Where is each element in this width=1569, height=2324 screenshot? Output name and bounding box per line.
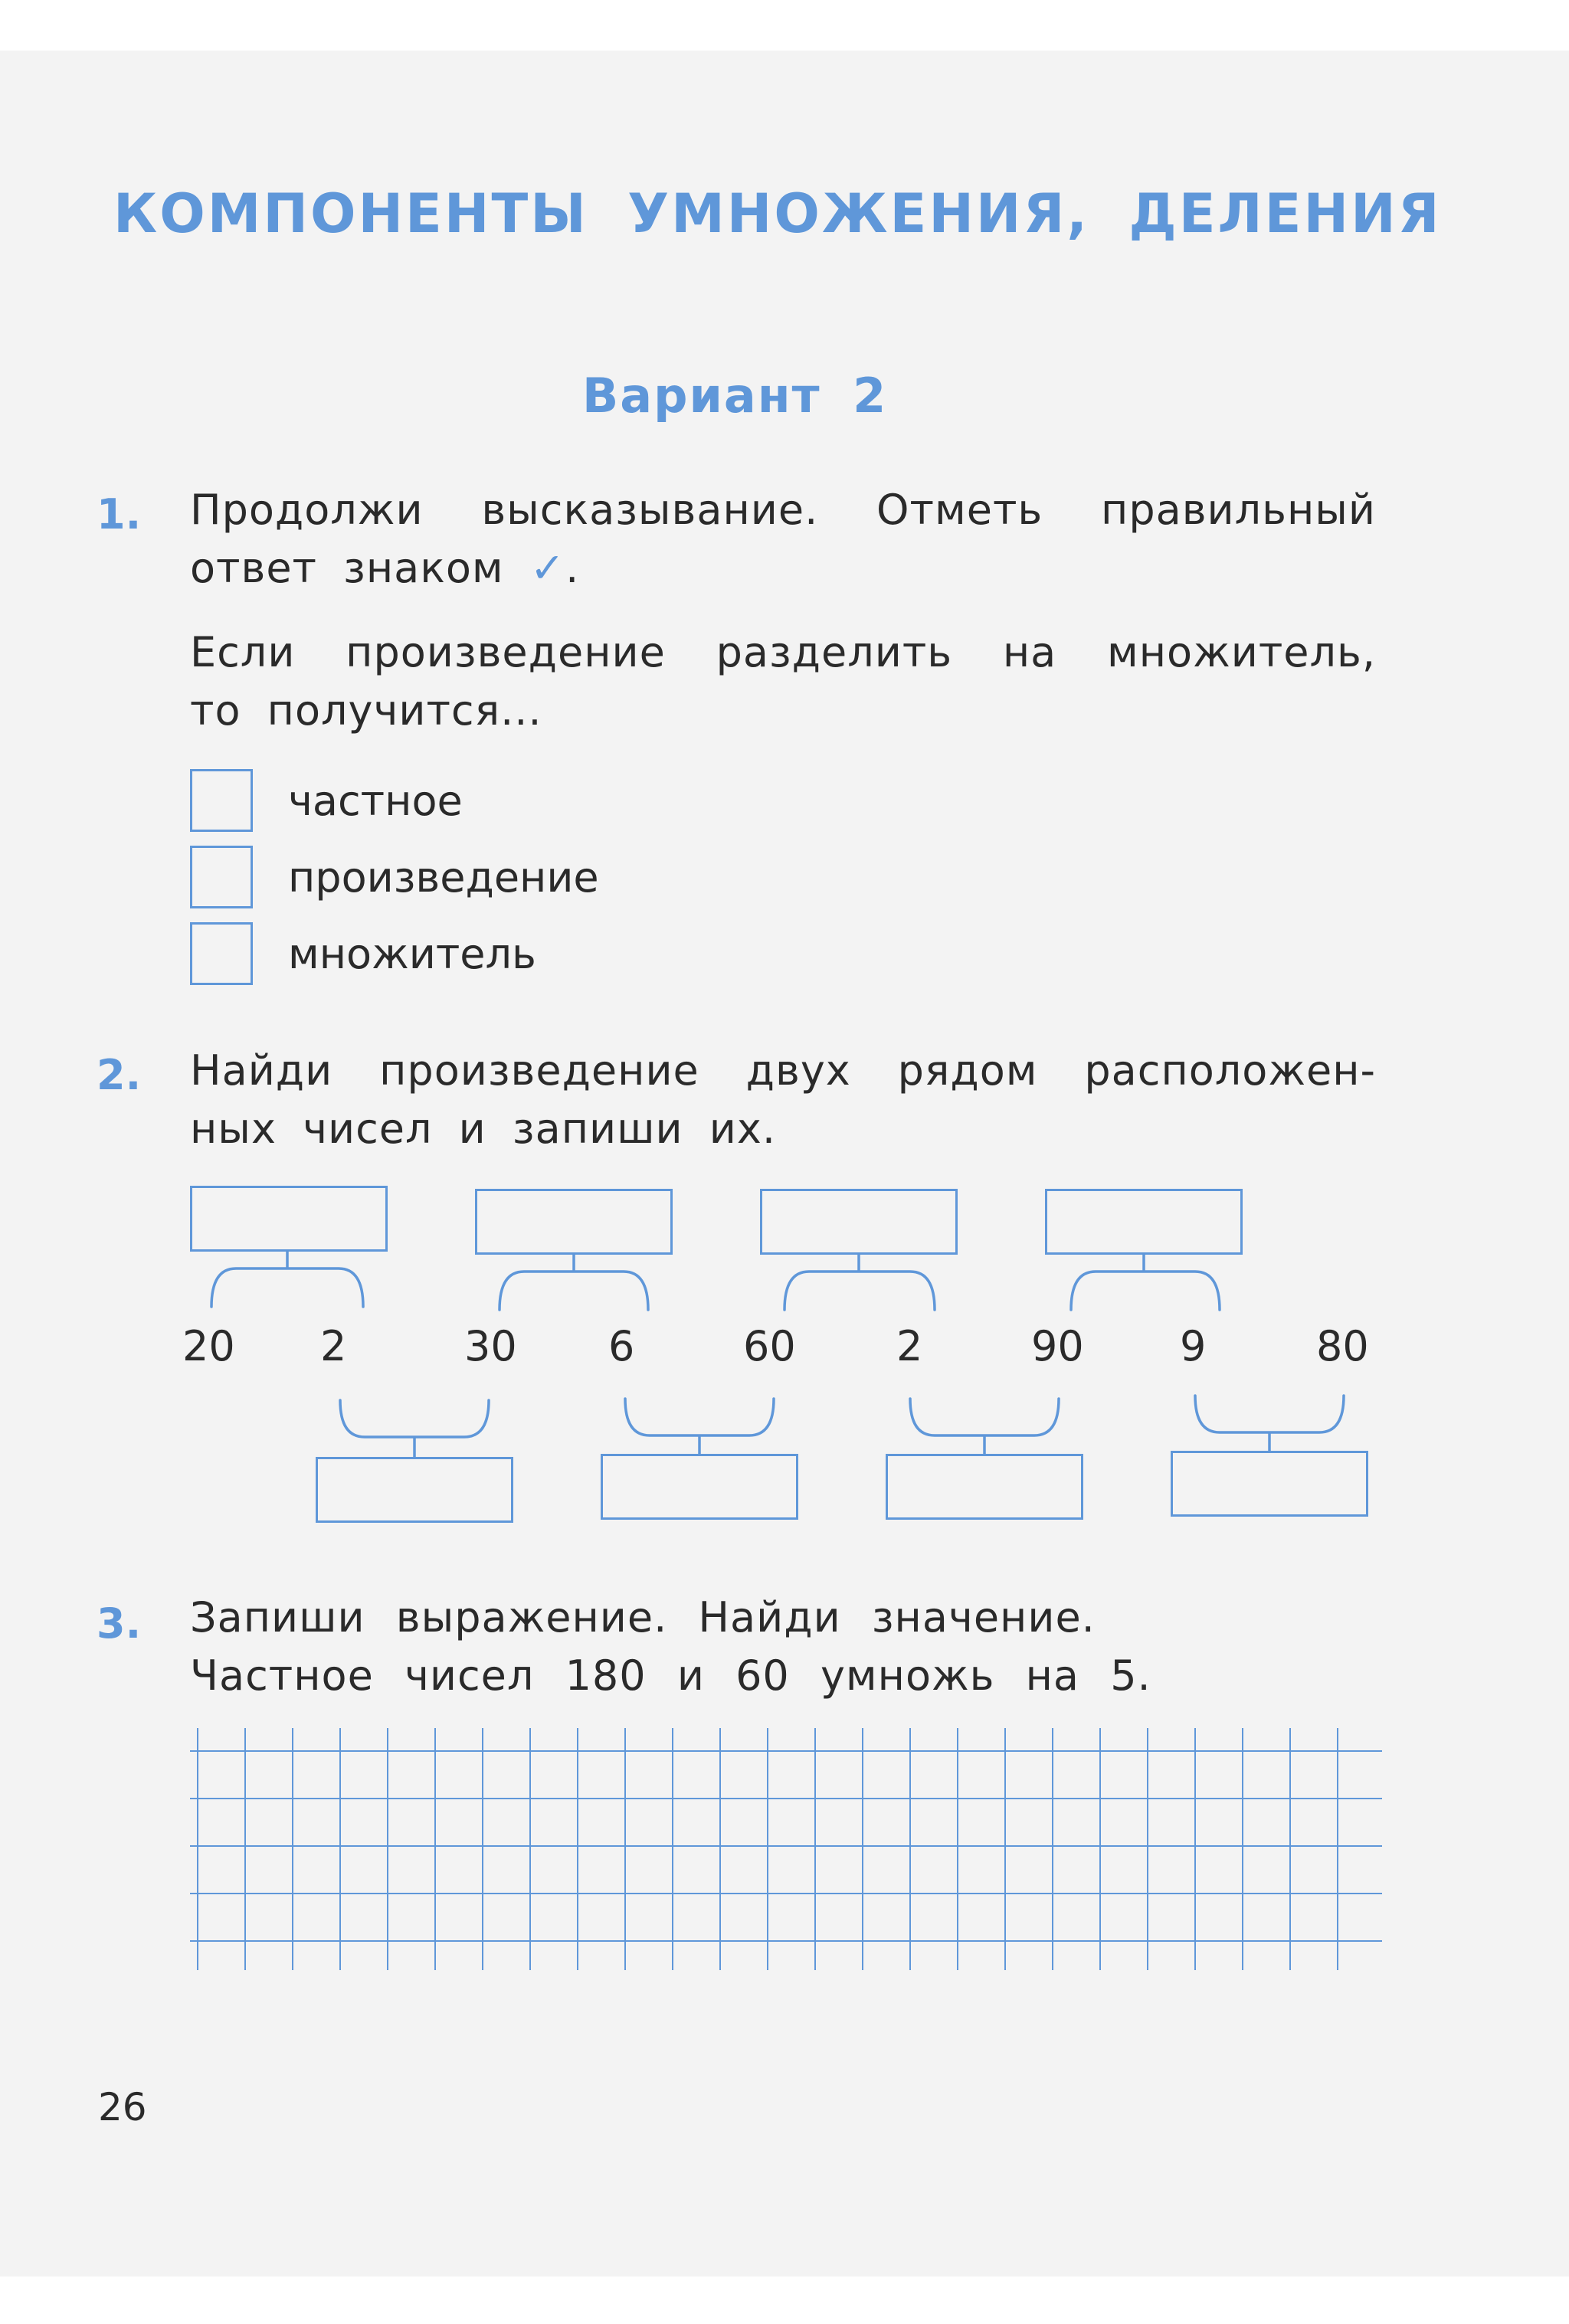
option-label-1: частное bbox=[288, 777, 463, 825]
task1-instruction-line1: Продолжи высказывание. Отметь правильный bbox=[190, 486, 1376, 534]
page-number: 26 bbox=[98, 2085, 147, 2129]
task2-number: 2. bbox=[97, 1051, 142, 1099]
number-2: 2 bbox=[320, 1322, 347, 1370]
option-label-3: множитель bbox=[288, 930, 536, 978]
number-1: 20 bbox=[182, 1322, 235, 1370]
task3-number: 3. bbox=[97, 1599, 142, 1648]
task3-instruction-line2: Частное чисел 180 и 60 умножь на 5. bbox=[190, 1651, 1151, 1700]
task1-number: 1. bbox=[97, 490, 142, 538]
task2-instruction-line1: Найди произведение двух рядом расположен- bbox=[190, 1046, 1376, 1095]
number-4: 6 bbox=[608, 1322, 635, 1370]
number-8: 9 bbox=[1180, 1322, 1207, 1370]
number-5: 60 bbox=[743, 1322, 796, 1370]
bracket-bottom-2 bbox=[625, 1399, 774, 1454]
bracket-top-4 bbox=[1071, 1255, 1220, 1310]
bracket-top-2 bbox=[500, 1255, 648, 1310]
task3-instruction-line1: Запиши выражение. Найди значение. bbox=[190, 1593, 1096, 1642]
bracket-top-1 bbox=[211, 1252, 363, 1307]
task1-line2-text: ответ знаком bbox=[190, 544, 504, 592]
page-title: КОМПОНЕНТЫ УМНОЖЕНИЯ, ДЕЛЕНИЯ bbox=[113, 182, 1442, 245]
checkmark-icon: ✓ bbox=[529, 544, 566, 592]
task2-instruction-line2: ных чисел и запиши их. bbox=[190, 1105, 777, 1153]
number-6: 2 bbox=[896, 1322, 923, 1370]
task1-line2-end: . bbox=[565, 544, 580, 592]
number-3: 30 bbox=[464, 1322, 517, 1370]
answer-grid[interactable] bbox=[190, 1728, 1382, 1970]
task1-question-line2: то получится... bbox=[190, 686, 542, 735]
bracket-top-3 bbox=[784, 1255, 935, 1310]
bracket-bottom-3 bbox=[910, 1399, 1059, 1454]
task1-question-line1: Если произведение разделить на множитель, bbox=[190, 628, 1376, 676]
number-9: 80 bbox=[1316, 1322, 1369, 1370]
variant-heading: Вариант 2 bbox=[582, 368, 888, 424]
bracket-bottom-1 bbox=[340, 1400, 489, 1457]
option-label-2: произведение bbox=[288, 853, 599, 902]
number-7: 90 bbox=[1031, 1322, 1084, 1370]
bracket-bottom-4 bbox=[1195, 1396, 1344, 1451]
